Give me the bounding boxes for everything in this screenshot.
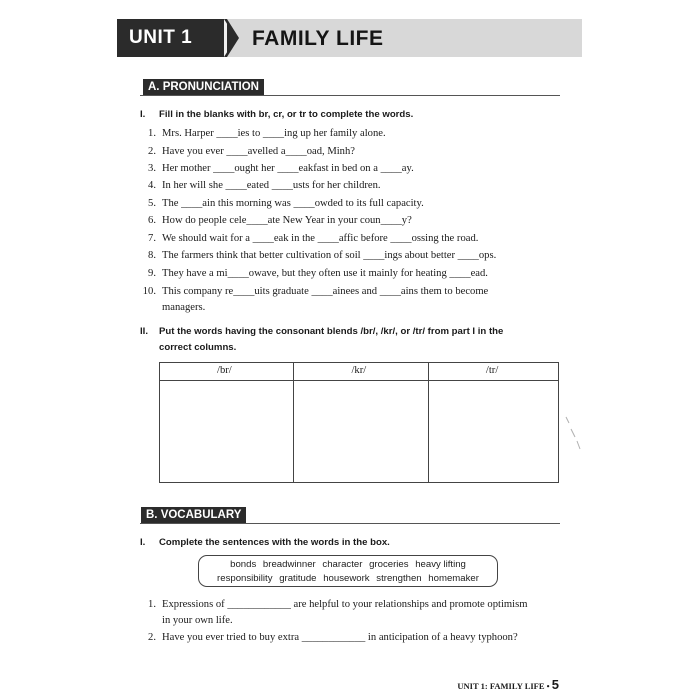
item-number: 2. xyxy=(148,632,156,643)
item-text: Have you ever ____avelled a____oad, Minh? xyxy=(162,146,355,157)
part1-number: I. xyxy=(140,109,146,120)
item-number: 1. xyxy=(148,128,156,139)
table-answer-row xyxy=(160,381,559,483)
item-number: 5. xyxy=(148,198,156,209)
item-text: Have you ever tried to buy extra ____________ in anticipation of a heavy typhoon? xyxy=(162,632,518,643)
footer-bullet: • xyxy=(546,681,550,691)
word-box-item: homemaker xyxy=(428,573,479,584)
column-header-tr: /tr/ xyxy=(428,363,558,381)
section-b-rule xyxy=(140,523,560,524)
vocab-number: I. xyxy=(140,537,146,548)
unit-arrow xyxy=(227,19,239,57)
column-header-kr: /kr/ xyxy=(294,363,428,381)
section-a-label: A. PRONUNCIATION xyxy=(143,79,264,96)
unit-title: FAMILY LIFE xyxy=(252,27,384,50)
item-number: 7. xyxy=(148,233,156,244)
item-number: 9. xyxy=(148,268,156,279)
item-text-continued: managers. xyxy=(162,302,206,313)
item-text-continued: in your own life. xyxy=(162,615,233,626)
item-text: Expressions of ____________ are helpful to your relationships and promote optimism xyxy=(162,599,528,610)
item-text: The farmers think that better cultivation of soil ____ings about better ____ops. xyxy=(162,250,497,261)
part2-instruction-text: Put the words having the consonant blends /br/, /kr/, or /tr/ from part I in the xyxy=(159,326,504,337)
word-box-row xyxy=(199,572,497,586)
part2-instruction-text-continued: correct columns. xyxy=(159,342,237,353)
page-footer xyxy=(457,677,559,692)
part2-number: II. xyxy=(140,326,148,337)
pencil-mark xyxy=(563,415,585,455)
item-number: 3. xyxy=(148,163,156,174)
word-box-item: gratitude xyxy=(279,573,317,584)
item-text: We should wait for a ____eak in the ____affic before ____ossing the road. xyxy=(162,233,479,244)
item-number: 1. xyxy=(148,599,156,610)
item-text: This company re____uits graduate ____ainees and ____ains them to become xyxy=(162,286,489,297)
word-box-item: breadwinner xyxy=(262,559,316,570)
item-text: Mrs. Harper ____ies to ____ing up her family alone. xyxy=(162,128,386,139)
unit-label: UNIT 1 xyxy=(117,19,227,57)
item-number: 10. xyxy=(142,286,156,297)
table-header-row xyxy=(160,363,559,381)
word-box-item: responsibility xyxy=(217,573,273,584)
section-a-rule xyxy=(140,95,560,96)
word-box-item: housework xyxy=(323,573,370,584)
word-box-item: strengthen xyxy=(376,573,422,584)
page-number: 5 xyxy=(551,677,559,692)
word-box xyxy=(198,555,498,587)
word-box-item: bonds xyxy=(230,559,257,570)
word-box-item: character xyxy=(322,559,363,570)
item-number: 4. xyxy=(148,180,156,191)
part1-instruction-text: Fill in the blanks with br, cr, or tr to complete the words. xyxy=(159,109,414,120)
vocab-instruction-text: Complete the sentences with the words in the box. xyxy=(159,537,390,548)
item-text: In her will she ____eated ____usts for her children. xyxy=(162,180,381,191)
item-number: 6. xyxy=(148,215,156,226)
item-number: 2. xyxy=(148,146,156,157)
item-number: 8. xyxy=(148,250,156,261)
section-b-label: B. VOCABULARY xyxy=(141,507,246,524)
item-text: Her mother ____ought her ____eakfast in bed on a ____ay. xyxy=(162,163,414,174)
word-box-item: groceries xyxy=(369,559,409,570)
word-box-item: heavy lifting xyxy=(415,559,466,570)
item-text: They have a mi____owave, but they often use it mainly for heating ____ead. xyxy=(162,268,488,279)
answer-cell-tr[interactable] xyxy=(428,381,558,483)
blend-columns-table xyxy=(159,362,559,483)
item-text: How do people cele____ate New Year in your coun____y? xyxy=(162,215,412,226)
answer-cell-kr[interactable] xyxy=(294,381,428,483)
answer-cell-br[interactable] xyxy=(160,381,294,483)
column-header-br: /br/ xyxy=(160,363,294,381)
footer-label: UNIT 1: FAMILY LIFE xyxy=(457,681,545,691)
item-text: The ____ain this morning was ____owded to its full capacity. xyxy=(162,198,424,209)
word-box-row xyxy=(199,558,497,572)
